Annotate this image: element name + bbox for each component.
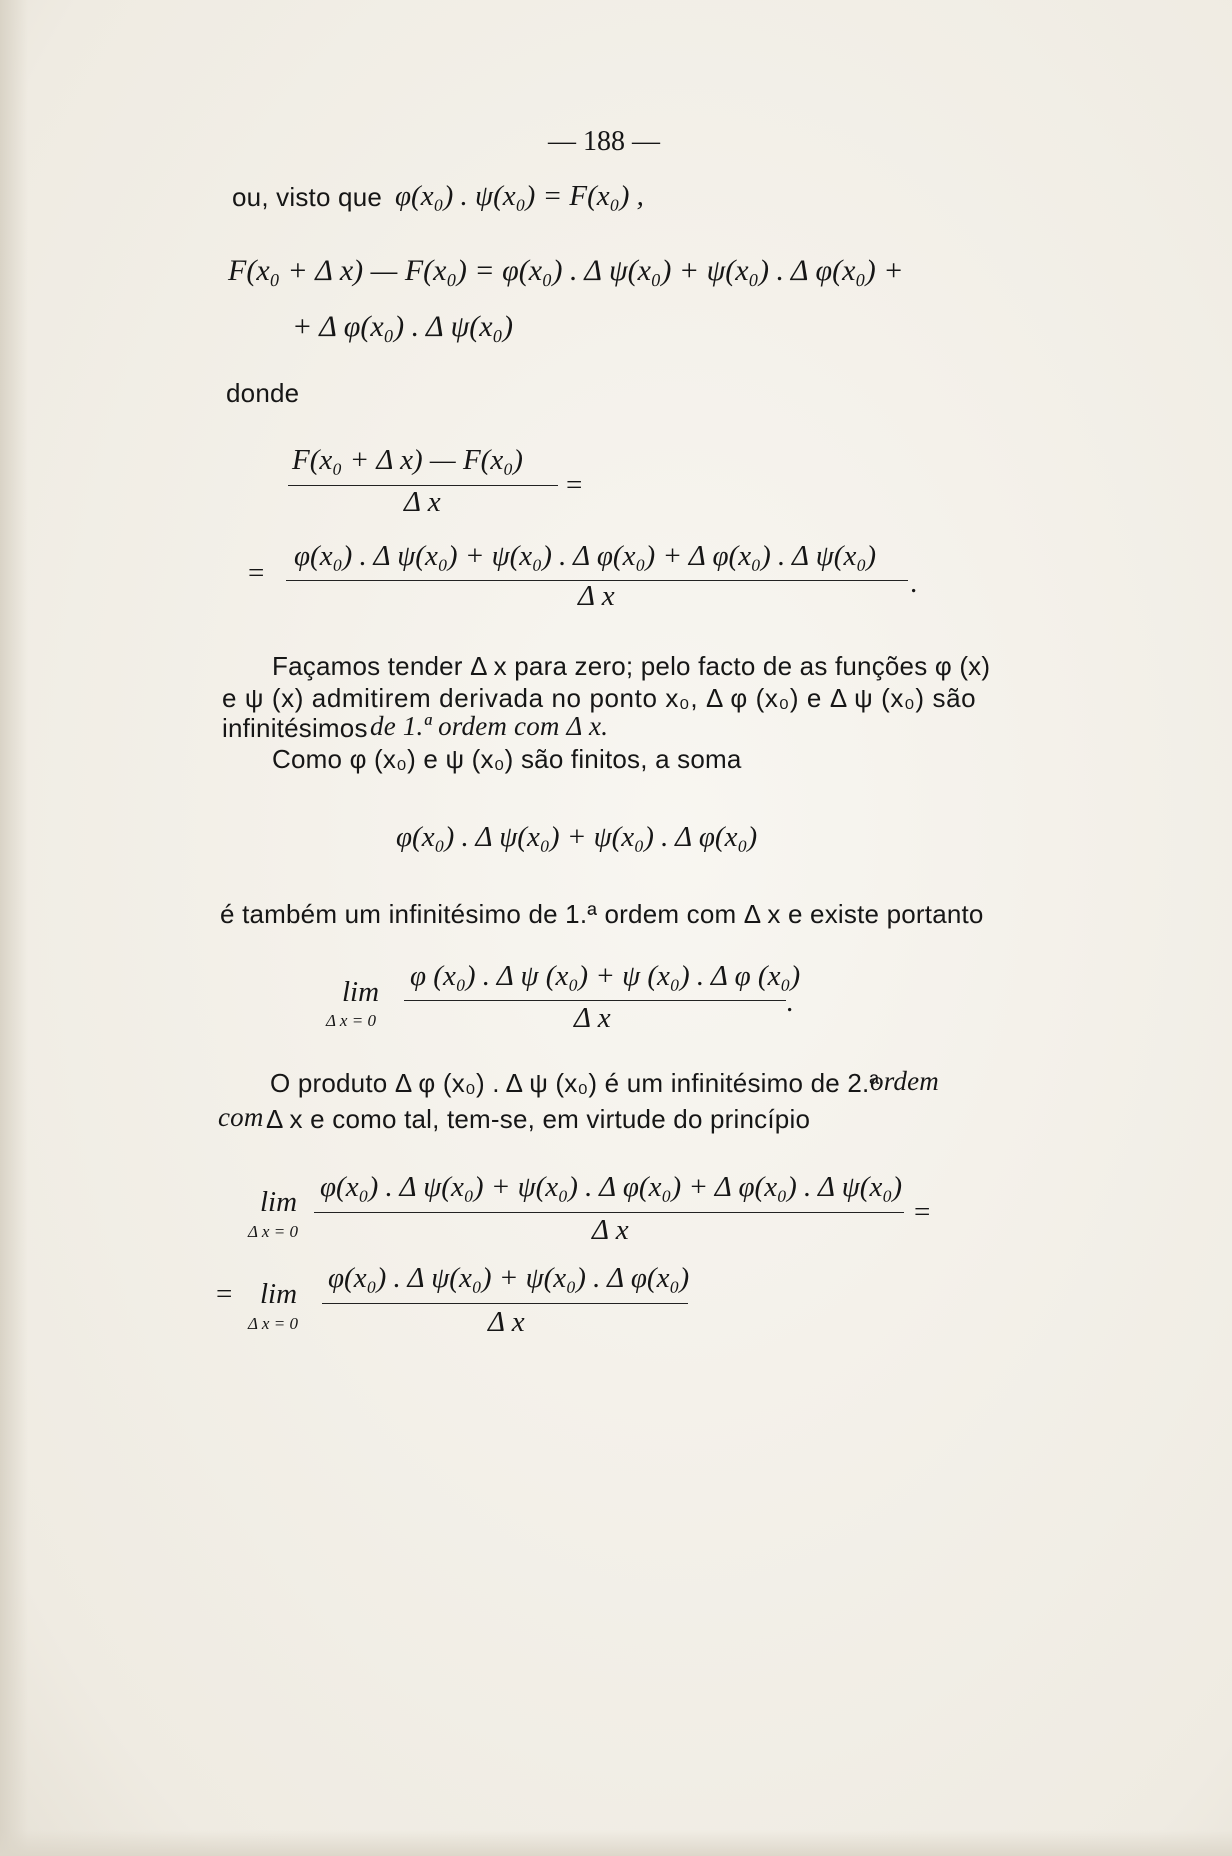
paragraph-3: é também um infinitésimo de 1.ª ordem com Δ x e existe portanto	[220, 899, 984, 929]
expansion-numerator: φ(x₀) . Δ ψ(x₀) + ψ(x₀) . Δ φ(x₀) + Δ φ(x₀) . Δ ψ(x₀)	[294, 540, 877, 572]
limit-subscript-2: Δ x = 0	[248, 1222, 298, 1241]
equation-increment-line1: F(x₀ + Δ x) — F(x₀) = φ(x₀) . Δ ψ(x₀) + ψ(x₀) . Δ φ(x₀) +	[228, 254, 904, 287]
expansion-lead-equals: =	[248, 557, 265, 589]
paragraph-1-line-3-start: infinitésimos	[222, 713, 368, 743]
paragraph-1-line-2: e ψ (x) admitirem derivada no ponto x₀, Δ φ (x₀) e Δ ψ (x₀) são	[222, 683, 977, 713]
paragraph-4-line-2-italic: com	[218, 1102, 264, 1132]
limit-1-fraction-bar	[404, 1000, 786, 1001]
formula-identity: φ(x₀) . ψ(x₀) = F(x₀) ,	[395, 180, 644, 212]
page-number: — 188 —	[548, 126, 660, 157]
paragraph-4-line-1-italic: ordem	[870, 1066, 939, 1096]
limit-3-lead-equals: =	[216, 1278, 233, 1310]
page-left-edge-shadow	[0, 0, 28, 1856]
paragraph-1-line-3-italic: de 1.ª ordem com Δ x.	[370, 711, 609, 741]
limit-3-fraction-bar	[322, 1303, 688, 1304]
limit-3-numerator: φ(x₀) . Δ ψ(x₀) + ψ(x₀) . Δ φ(x₀)	[328, 1262, 690, 1294]
page-bottom-edge-shadow	[0, 1830, 1232, 1856]
limit-3-denominator: Δ x	[488, 1306, 525, 1338]
limit-1-numerator: φ (x₀) . Δ ψ (x₀) + ψ (x₀) . Δ φ (x₀)	[410, 960, 801, 992]
equation-increment-line2: + Δ φ(x₀) . Δ ψ(x₀)	[292, 310, 513, 343]
expansion-denominator: Δ x	[578, 580, 615, 612]
limit-1-period: .	[786, 986, 794, 1018]
paragraph-4-line-1: O produto Δ φ (x₀) . Δ ψ (x₀) é um infinitésimo de 2.ª	[270, 1068, 880, 1098]
limit-2-fraction-bar	[314, 1212, 904, 1213]
intro-text: ou, visto que	[232, 182, 383, 212]
limit-label-1: lim	[342, 976, 380, 1008]
expansion-period: .	[910, 567, 918, 599]
limit-1-denominator: Δ x	[574, 1002, 611, 1034]
donde-text: donde	[226, 378, 300, 408]
limit-2-denominator: Δ x	[592, 1214, 629, 1246]
quotient-equals: =	[566, 469, 583, 501]
limit-subscript-3: Δ x = 0	[248, 1314, 298, 1333]
paragraph-4-line-2: Δ x e como tal, tem-se, em virtude do princípio	[266, 1104, 811, 1134]
sum-expression: φ(x₀) . Δ ψ(x₀) + ψ(x₀) . Δ φ(x₀)	[396, 821, 758, 853]
limit-2-numerator: φ(x₀) . Δ ψ(x₀) + ψ(x₀) . Δ φ(x₀) + Δ φ(x₀) . Δ ψ(x₀)	[320, 1171, 903, 1203]
limit-2-equals: =	[914, 1196, 931, 1228]
limit-label-2: lim	[260, 1186, 298, 1218]
paragraph-1-line-1: Façamos tender Δ x para zero; pelo facto de as funções φ (x)	[272, 651, 991, 681]
paragraph-2: Como φ (x₀) e ψ (x₀) são finitos, a soma	[272, 744, 742, 774]
limit-label-3: lim	[260, 1278, 298, 1310]
quotient-numerator: F(x₀ + Δ x) — F(x₀)	[292, 444, 523, 476]
quotient-denominator: Δ x	[404, 486, 441, 518]
limit-subscript-1: Δ x = 0	[326, 1011, 376, 1030]
